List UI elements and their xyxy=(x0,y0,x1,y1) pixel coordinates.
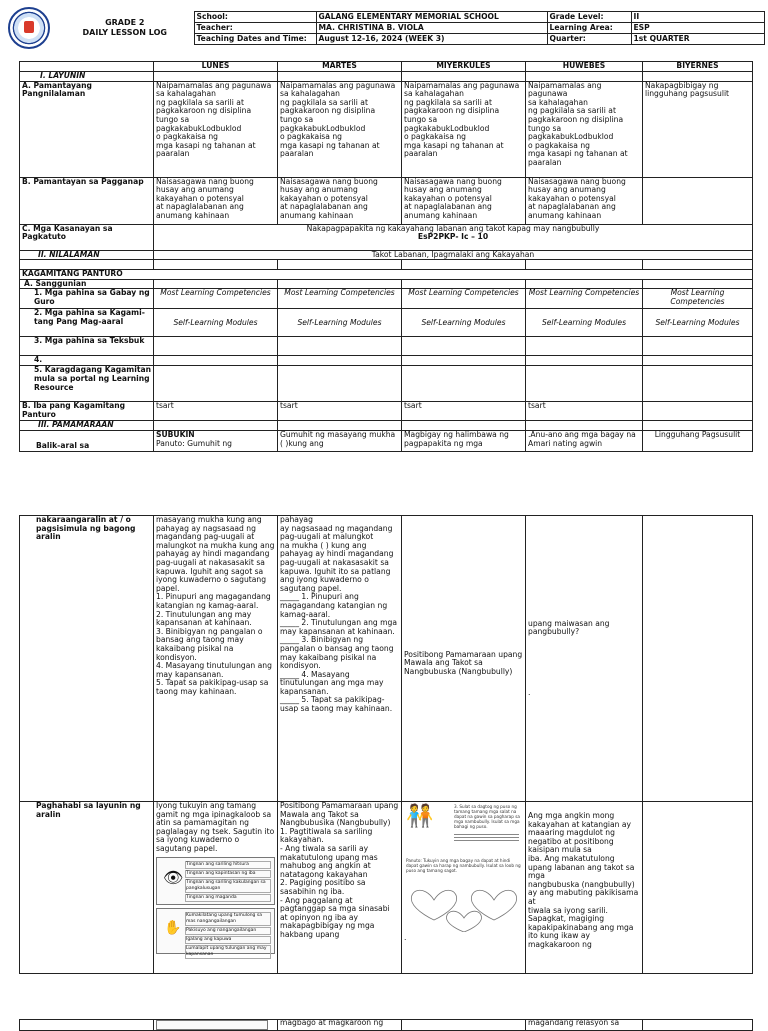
grade-label: GRADE 2 xyxy=(105,18,145,27)
gabay-wed: Most Learning Competencies xyxy=(402,289,526,309)
iba-wed: tsart xyxy=(402,402,526,421)
teacher-label: Teacher: xyxy=(194,23,316,34)
p2-wed: Positibong Pamamaraan upang Mawala ang Takot sa Nangbubuska (Nangbubully) xyxy=(402,516,526,802)
balik-tue: Gumuhit ng masayang mukha ( )kung ang xyxy=(278,430,402,451)
worksheet-note: Panuto: Tukuyin ang mga bagay na dapat at hindi dapat gawin sa harap ng nambubully. Isulat sa loob ng puso ang tamang sagot. xyxy=(406,858,521,873)
hand-item: Pakisuyo ang nangangailangan xyxy=(185,927,271,935)
balik-label: Balik-aral sa xyxy=(20,430,154,451)
row-b-wed: Naisasagawa nang buong husay ang anumang kakayahan o potensyal at napaglalabanan ang anumang kahinaan xyxy=(402,177,526,224)
eye-item: Tingnan ang kapintasan ng iba xyxy=(185,870,271,878)
hand-icon: ✋ xyxy=(164,919,182,936)
row-a-thu: Naipamamalas ang pagunawa sa kahalagahan ng pagkilala sa sarili at pagkakaroon ng disiplina tungo sa pagkakabukLodbuklod o pagkakaisa ng mga kasapi ng tahanan at paaralan xyxy=(526,81,643,177)
paghahabi-wed xyxy=(402,802,526,974)
quarter-value: 1st QUARTER xyxy=(631,34,764,45)
hand-item: Igalang ang kapuwa xyxy=(185,936,271,944)
kagamitan-thu: Self-Learning Modules xyxy=(526,309,643,337)
teacher-value: MA. CHRISTINA B. VIOLA xyxy=(316,23,547,34)
row-a-fri: Nakapagbibigay ng lingguhang pagsusulit xyxy=(643,81,753,177)
iba-tue: tsart xyxy=(278,402,402,421)
balik-wed: Magbigay ng halimbawa ng pagpapakita ng mga xyxy=(402,430,526,451)
heart-worksheet-image xyxy=(404,802,523,934)
lesson-table-3 xyxy=(19,1019,753,1031)
lesson-table-2 xyxy=(19,515,753,974)
row-c-label: C. Mga Kasanayan sa Pagkatuto xyxy=(20,224,154,250)
iba-mon: tsart xyxy=(154,402,278,421)
balik-thu: .Anu-ano ang mga bagay na Amari nating agwin xyxy=(526,430,643,451)
children-illustration-icon: 🧑‍🤝‍🧑 xyxy=(406,804,434,829)
p2-thu-dot: . xyxy=(528,687,531,697)
gabay-fri: Most Learning Competencies xyxy=(643,289,753,309)
gabay-label: 1. Mga pahina sa Gabay ng Guro xyxy=(20,289,154,309)
row-c-code: EsP2PKP- Ic – 10 xyxy=(417,232,489,242)
paghahabi-mon xyxy=(154,802,278,974)
worksheet-caption: 3. Sulat sa dagtog ng puso ng tamang tamang mga salat na dapat na gawin sa pagharap sa mga nambubully. Isulat sa mga bahagi ng puso. xyxy=(454,804,520,829)
kagamitan-label: 2. Mga pahina sa Kagami-tang Pang Mag-aaral xyxy=(20,309,154,337)
grade-level-value: II xyxy=(631,12,764,23)
row-b-label: B. Pamantayan sa Pagganap xyxy=(20,177,154,224)
page-3 xyxy=(0,1017,768,1027)
day-lunes: LUNES xyxy=(154,62,278,72)
school-value: GALANG ELEMENTARY MEMORIAL SCHOOL xyxy=(316,12,547,23)
kagamitan-mon: Self-Learning Modules xyxy=(154,309,278,337)
page-2 xyxy=(0,514,768,974)
row-a-wed: Naipamamalas ang pagunawa sa kahalagahan ng pagkilala sa sarili at pagkakaroon ng disiplina tungo sa pagkakabukLodbuklod o pagkakaisa ng mga kasapi ng tahanan at paaralan xyxy=(402,81,526,177)
paghahabi-mon-text: Iyong tukuyin ang tamang gamit ng mga ipinagkaloob sa atin sa pamamagitan ng paglalagay ng tsek. Sagutin ito sa iyong kuwaderno o sagutang papel. xyxy=(156,801,275,853)
kagamitan-wed: Self-Learning Modules xyxy=(402,309,526,337)
doc-title-block xyxy=(56,12,194,45)
section-kagamitan: KAGAMITANG PANTURO xyxy=(20,270,753,280)
eye-item: Tingnan ang sariling kakulangan sa pangkalusugan xyxy=(185,879,271,893)
lesson-table-1 xyxy=(19,61,753,452)
grade-level-label: Grade Level: xyxy=(547,12,631,23)
p3-thu: magandang relasyon sa xyxy=(526,1020,643,1031)
hand-item: Lumalapit upang tulungan ang may kapansanan xyxy=(185,945,271,959)
iba-thu: tsart xyxy=(526,402,643,421)
row-b-tue: Naisasagawa nang buong husay ang anumang kakayahan o potensyal at napaglalabanan ang anumang kahinaan xyxy=(278,177,402,224)
paghahabi-label: Paghahabi sa layunin ng aralin xyxy=(20,802,154,974)
p2-mon: masayang mukha kung ang pahayag ay nagsasaad ng magandang pag-uugali at malungkot na mukha kung ang pahayag ay hindi magandang pag-uugali at nakasasakit sa kapuwa. Iguhit ang sagot sa iyong kuwaderno o sagutang papel. 1. Pinupuri ang magagandang katangian ng kamag-aaral. 2. Tinutulungan ang may kapansanan at kahinaan. 3. Binibigyan ng pangalan o bansag ang taong may kakaibang pisikal na kondisyon. 4. Masayang tinutulungan ang may kapansanan. 5. Tapat sa pakikipag-usap sa taong may kahinaan. xyxy=(154,516,278,802)
kagamitan-fri: Self-Learning Modules xyxy=(643,309,753,337)
dates-value: August 12-16, 2024 (WEEK 3) xyxy=(316,34,547,45)
dates-label: Teaching Dates and Time: xyxy=(194,34,316,45)
doc-title: DAILY LESSON LOG xyxy=(82,28,167,37)
row-b-thu: Naisasagawa nang buong husay ang anumang kakayahan o potensyal at napaglalabanan ang anumang kahinaan xyxy=(526,177,643,224)
hand-checklist-image xyxy=(156,908,275,957)
page-1 xyxy=(0,0,768,472)
eye-item: Tingnan ang maganda xyxy=(185,894,271,902)
gabay-mon: Most Learning Competencies xyxy=(154,289,278,309)
day-header-row xyxy=(20,62,753,72)
quarter-label: Quarter: xyxy=(547,34,631,45)
iba-label: B. Iba pang Kagamitang Panturo xyxy=(20,402,154,421)
hearts-icon xyxy=(406,872,524,932)
learning-area-label: Learning Area: xyxy=(547,23,631,34)
balik-mon xyxy=(154,430,278,451)
kagamitan-tue: Self-Learning Modules xyxy=(278,309,402,337)
eye-item: Tingnan ang sariling hitsura xyxy=(185,861,271,869)
day-martes: MARTES xyxy=(278,62,402,72)
gabay-tue: Most Learning Competencies xyxy=(278,289,402,309)
hand-item: Kumakilatang upang tumulong sa mas nangangailangan xyxy=(185,912,271,926)
section-layunin: I. LAYUNIN xyxy=(20,72,154,82)
section-nilalaman: II. NILALAMAN xyxy=(20,250,154,260)
p2-thu-text: upang maiwasan ang pangbubully? xyxy=(528,618,610,637)
karagdagang-label: 5. Karagdagang Kagamitan mula sa portal ng Learning Resource xyxy=(20,366,154,402)
balik-fri: Lingguhang Pagsusulit xyxy=(643,430,753,451)
eye-icon: 👁 xyxy=(163,867,184,887)
eye-checklist-image xyxy=(156,857,275,905)
row-a-tue: Naipamamalas ang pagunawa sa kahalagahan ng pagkilala sa sarili at pagkakaroon ng disiplina tungo sa pagkakabukLodbuklod o pagkakaisa ng mga kasapi ng tahanan at paaralan xyxy=(278,81,402,177)
sanggunian-label: A. Sanggunian xyxy=(20,279,154,289)
balik-mon-title: SUBUKIN xyxy=(156,430,195,439)
p2-tue: pahayag ay nagsasaad ng magandang pag-uugali at malungkot na mukha ( ) kung ang pahayag ay hindi magandang pag-uugali at nakasasakit sa kapuwa. Iguhit ito sa patlang ang iyong kuwaderno o sagutang papel. _____ 1. Pinupuri ang magagandang katangian ng kamag-aaral. _____ 2. Tinutulungan ang mga may kapansanan at kahinaan. _____ 3. Binibigyan ng pangalan o bansag ang taong may kakaibang pisikal na kondisyon. _____ 4. Masayang tinutulungan ang mga may kapansanan. _____ 5. Tapat sa pakikipag-usap sa taong may kahinaan. xyxy=(278,516,402,802)
item4-label: 4. xyxy=(20,356,154,366)
day-miyerkules: MIYERKULES xyxy=(402,62,526,72)
teksbuk-label: 3. Mga pahina sa Teksbuk xyxy=(20,337,154,356)
deped-seal-icon xyxy=(8,7,50,49)
row-a-mon: Naipamamalas ang pagunawa sa kahalagahan ng pagkilala sa sarili at pagkakaroon ng disiplina tungo sa pagkakabukLodbuklod o pagkakaisa ng mga kasapi ng tahanan at paaralan xyxy=(154,81,278,177)
day-huwebes: HUWEBES xyxy=(526,62,643,72)
p2-thu xyxy=(526,516,643,802)
nilalaman-text: Takot Labanan, Ipagmalaki ang Kakayahan xyxy=(154,250,753,260)
balik-mon-text: Panuto: Gumuhit ng xyxy=(156,438,232,448)
image-fragment xyxy=(156,1020,268,1030)
learning-area-value: ESP xyxy=(631,23,764,34)
p2-label: nakaraangaralin at / o pagsisimula ng bagong aralin xyxy=(20,516,154,802)
school-label: School: xyxy=(194,12,316,23)
paghahabi-wed-dot: . xyxy=(404,933,407,942)
p3-tue: magbago at magkaroon ng xyxy=(278,1020,402,1031)
row-c-content xyxy=(154,224,753,250)
paghahabi-tue: Positibong Pamamaraan upang Mawala ang Takot sa Nangbubusika (Nangbubully) 1. Pagtitiwala sa sariling kakayahan. - Ang tiwala sa sarili ay makatutulong upang mas mahubog ang angkin at natatagong kakayahan 2. Pagiging positibo sa sasabihin ng iba. - Ang paggalang at pagtanggap sa mga sinasabi at opinyon ng iba ay makapagbibigay ng mga hakbang upang xyxy=(278,802,402,974)
row-c-text: Nakapagpapakita ng kakayahang labanan ang takot kapag may nangbubully xyxy=(306,224,600,233)
day-biyernes: BIYERNES xyxy=(643,62,753,72)
row-b-mon: Naisasagawa nang buong husay ang anumang kakayahan o potensyal at napaglalabanan ang anumang kahinaan xyxy=(154,177,278,224)
section-pamamaraan: III. PAMAMARAAN xyxy=(20,421,154,431)
paghahabi-thu: Ang mga angkin mong kakayahan at katangian ay maaaring magdulot ng negatibo at positibong kaisipan mula sa iba. Ang makatutulong upang labanan ang takot sa mga nangbubuska (nangbubully) ay ang mabuting pakikisama at tiwala sa iyong sarili. Sapagkat, magiging kapakipakinabang ang mga ito kung ikaw ay magkakaroon ng xyxy=(526,802,643,974)
row-a-label: A. Pamantayang Pangnilalaman xyxy=(20,81,154,177)
gabay-thu: Most Learning Competencies xyxy=(526,289,643,309)
header-table xyxy=(56,11,765,45)
